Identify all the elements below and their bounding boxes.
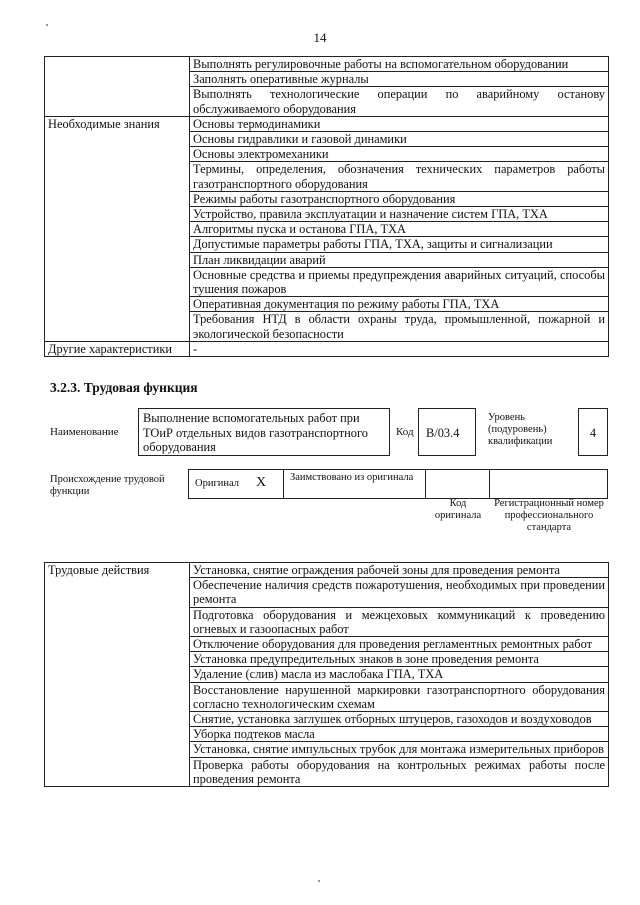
table-row <box>45 57 609 72</box>
table-row <box>45 563 609 578</box>
row-value: Требования НТД в области охраны труда, промышленной, пожарной и экологической безопасности <box>190 312 609 341</box>
code-label: Код <box>396 426 414 438</box>
origin-original-cell <box>188 469 284 499</box>
action-item: Установка предупредительных знаков в зоне проведения ремонта <box>190 652 609 667</box>
actions-table <box>44 562 609 787</box>
row-value: Основы гидравлики и газовой динамики <box>190 132 609 147</box>
row-label <box>45 57 190 117</box>
row-value: Режимы работы газотранспортного оборудования <box>190 191 609 206</box>
row-label: Другие характеристики <box>45 341 190 356</box>
borrowed-label: Заимствовано из оригинала <box>290 472 414 483</box>
knowledge-table <box>44 56 609 357</box>
page-number: 14 <box>313 30 327 45</box>
row-value: Оперативная документация по режиму работы ГПА, ТХА <box>190 297 609 312</box>
original-mark: X <box>256 475 267 490</box>
scan-dot <box>318 880 320 882</box>
row-value: Выполнять технологические операции по аварийному останову обслуживаемого оборудования <box>190 87 609 116</box>
code-box <box>418 408 476 456</box>
action-item: Установка, снятие ограждения рабочей зоны для проведения ремонта <box>190 563 609 578</box>
action-item: Уборка подтеков масла <box>190 727 609 742</box>
action-item: Подготовка оборудования и межцеховых коммуникаций к проведению огневых и газоопасных работ <box>190 607 609 636</box>
table-row <box>45 341 609 356</box>
actions-label: Трудовые действия <box>45 563 190 787</box>
row-value: Выполнять регулировочные работы на вспомогательном оборудовании <box>190 57 609 72</box>
row-value: Заполнять оперативные журналы <box>190 72 609 87</box>
action-item: Отключение оборудования для проведения регламентных ремонтных работ <box>190 637 609 652</box>
reg-caption: Регистрационный номер профессионального стандарта <box>494 498 604 533</box>
origin-code-cell <box>425 469 490 499</box>
action-item: Обеспечение наличия средств пожаротушения, необходимых при проведении ремонта <box>190 578 609 607</box>
action-item: Удаление (слив) масла из маслобака ГПА, ТХА <box>190 667 609 682</box>
row-value: Устройство, правила эксплуатации и назначение систем ГПА, ТХА <box>190 207 609 222</box>
action-item: Проверка работы оборудования на контрольных режимах работы после проведения ремонта <box>190 757 609 786</box>
row-value: - <box>190 341 609 356</box>
level-value: 4 <box>589 426 597 440</box>
origin-reg-cell <box>489 469 608 499</box>
section-title: 3.2.3. Трудовая функция <box>50 380 198 395</box>
origin-borrowed-cell <box>283 469 426 499</box>
scan-dot <box>46 24 48 26</box>
table-row <box>45 116 609 131</box>
row-value: Основные средства и приемы предупреждения аварийных ситуаций, способы тушения пожаров <box>190 267 609 296</box>
code-value: В/03.4 <box>426 426 460 440</box>
action-item: Восстановление нарушенной маркировки газотранспортного оборудования согласно технологическим схемам <box>190 682 609 711</box>
row-value: Допустимые параметры работы ГПА, ТХА, защиты и сигнализации <box>190 237 609 252</box>
name-label: Наименование <box>50 426 119 438</box>
row-label: Необходимые знания <box>45 116 190 341</box>
original-label: Оригинал <box>195 478 239 489</box>
action-item: Установка, снятие импульсных трубок для монтажа измерительных приборов <box>190 742 609 757</box>
row-value: Основы термодинамики <box>190 116 609 131</box>
row-value: Алгоритмы пуска и останова ГПА, ТХА <box>190 222 609 237</box>
row-value: Основы электромеханики <box>190 147 609 162</box>
level-box <box>578 408 608 456</box>
row-value: Термины, определения, обозначения технических параметров работы газотранспортного оборудования <box>190 162 609 191</box>
row-value: План ликвидации аварий <box>190 252 609 267</box>
origin-label: Происхождение трудовой функции <box>50 474 165 497</box>
function-name: Выполнение вспомогательных работ при ТОиР отдельных видов газотранспортного оборудования <box>143 411 368 454</box>
code-caption: Код оригинала <box>434 498 482 521</box>
level-label: Уровень (подуровень) квалификации <box>488 412 553 447</box>
function-name-box <box>138 408 390 456</box>
action-item: Снятие, установка заглушек отборных штуцеров, газоходов и воздуховодов <box>190 712 609 727</box>
